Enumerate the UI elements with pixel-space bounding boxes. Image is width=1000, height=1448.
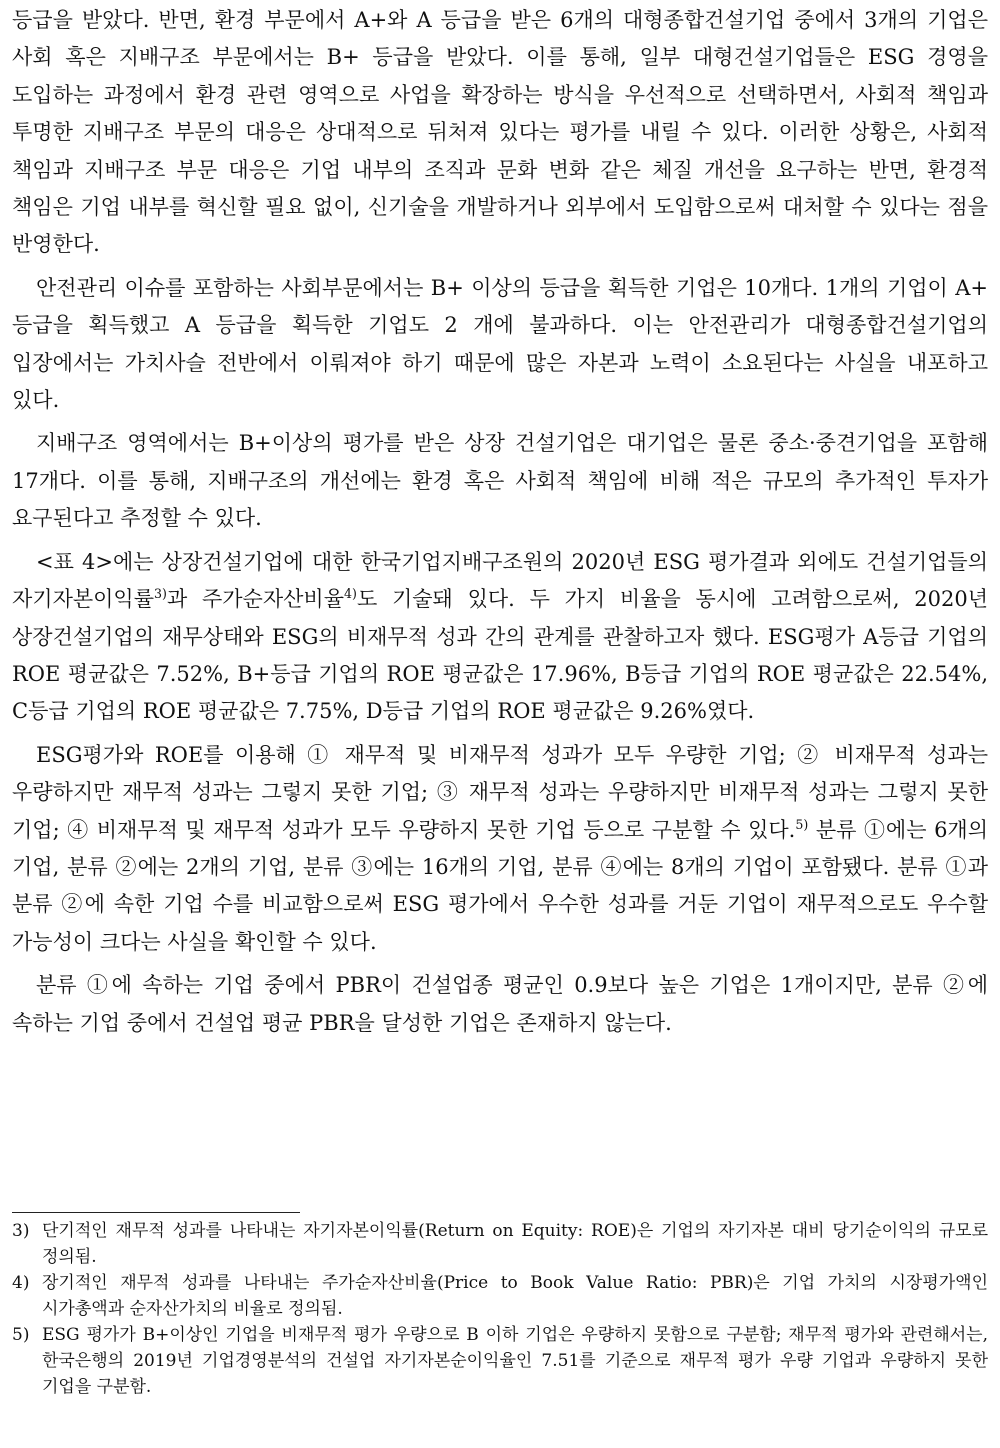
footnote-text: 장기적인 재무적 성과를 나타내는 주가순자산비율(Price to Book Value Ratio: PBR)은 기업 가치의 시장평가액인 시가총액과 순자산가치의 비율로 정의됨. (42, 1273, 988, 1319)
paragraph-text: 과 주가순자산비율 (166, 587, 344, 612)
footnote-3 (12, 1218, 988, 1270)
document-body (12, 2, 988, 1048)
paragraph-table4-roe (12, 544, 988, 731)
paragraph-continuation: 등급을 받았다. 반면, 환경 부문에서 A+와 A 등급을 받은 6개의 대형종합건설기업 중에서 3개의 기업은 사회 혹은 지배구조 부문에서는 B+ 등급을 받았다. 이를 통해, 일부 대형건설기업들은 ESG 경영을 도입하는 과정에서 환경 관련 영역으로 사업을 확장하는 방식을 우선적으로 선택하면서, 사회적 책임과 투명한 지배구조 부문의 대응은 상대적으로 뒤처져 있다는 평가를 내릴 수 있다. 이러한 상황은, 사회적 책임과 지배구조 부문 대응은 기업 내부의 조직과 문화 변화 같은 체질 개선을 요구하는 반면, 환경적 책임은 기업 내부를 혁신할 필요 없이, 신기술을 개발하거나 외부에서 도입함으로써 대처할 수 있다는 점을 반영한다. (12, 8, 988, 257)
footnote-ref-4[interactable]: 4) (344, 586, 357, 602)
footnotes (12, 1218, 988, 1400)
footnote-number: 3) (12, 1221, 30, 1241)
footnote-ref-3[interactable]: 3) (154, 586, 167, 602)
footnote-text: 단기적인 재무적 성과를 나타내는 자기자본이익률(Return on Equity: ROE)은 기업의 자기자본 대비 당기순이익의 규모로 정의됨. (42, 1221, 988, 1267)
paragraph-social-sector: 안전관리 이슈를 포함하는 사회부문에서는 B+ 이상의 등급을 획득한 기업은 10개다. 1개의 기업이 A+ 등급을 획득했고 A 등급을 획득한 기업도 2 개에 불과하다. 이는 안전관리가 대형종합건설기업의 입장에서는 가치사슬 전반에서 이뤄져야 하기 때문에 많은 자본과 노력이 소요된다는 사실을 내포하고 있다. (12, 275, 988, 413)
paragraph-pbr: 분류 ①에 속하는 기업 중에서 PBR이 건설업종 평균인 0.9보다 높은 기업은 1개이지만, 분류 ②에 속하는 기업 중에서 건설업 평균 PBR을 달성한 기업은 존재하지 않는다. (12, 973, 988, 1035)
footnote-5 (12, 1322, 988, 1400)
paragraph-classification (12, 737, 988, 961)
footnote-number: 5) (12, 1325, 30, 1345)
paragraph-text: 도 기술돼 있다. 두 가지 비율을 동시에 고려함으로써, 2020년 상장건설기업의 재무상태와 ESG의 비재무적 성과 간의 관계를 관찰하고자 했다. ESG평가 A등급 기업의 ROE 평균값은 7.52%, B+등급 기업의 ROE 평균값은 17.96%, B등급 기업의 ROE 평균값은 22.54%, C등급 기업의 ROE 평균값은 7.75%, D등급 기업의 ROE 평균값은 9.26%였다. (12, 587, 988, 724)
footnote-4 (12, 1270, 988, 1322)
footnote-number: 4) (12, 1273, 30, 1293)
paragraph-text: ESG평가와 ROE를 이용해 ① 재무적 및 비재무적 성과가 모두 우량한 기업; ② 비재무적 성과는 우량하지만 재무적 성과는 그렇지 못한 기업; ③ 재무적 성과는 우량하지만 비재무적 성과는 그렇지 못한 기업; ④ 비재무적 및 재무적 성과가 모두 우량하지 못한 기업 등으로 구분할 수 있다. (12, 742, 988, 842)
paragraph-governance: 지배구조 영역에서는 B+이상의 평가를 받은 상장 건설기업은 대기업은 물론 중소·중견기업을 포함해 17개다. 이를 통해, 지배구조의 개선에는 환경 혹은 사회적 책임에 비해 적은 규모의 추가적인 투자가 요구된다고 추정할 수 있다. (12, 431, 988, 531)
paragraph-text: <표 4>에는 상장건설기업에 대한 한국기업지배구조원의 2020년 ESG 평가결과 외에도 건설기업들의 자기자본이익률 (12, 549, 988, 612)
footnote-ref-5[interactable]: 5) (795, 816, 809, 832)
footnote-divider (12, 1212, 300, 1213)
footnote-text: ESG 평가가 B+이상인 기업을 비재무적 평가 우량으로 B 이하 기업은 우량하지 못함으로 구분함; 재무적 평가와 관련해서는, 한국은행의 2019년 기업경영분석의 건설업 자기자본순이익율인 7.51를 기준으로 재무적 평가 우량 기업과 우량하지 못한 기업을 구분함. (42, 1325, 988, 1397)
paragraph-text: 분류 ①에는 6개의 기업, 분류 ②에는 2개의 기업, 분류 ③에는 16개의 기업, 분류 ④에는 8개의 기업이 포함됐다. 분류 ①과 분류 ②에 속한 기업 수를 비교함으로써 ESG 평가에서 우수한 성과를 거둔 기업이 재무적으로도 우수할 가능성이 크다는 사실을 확인할 수 있다. (12, 817, 988, 954)
